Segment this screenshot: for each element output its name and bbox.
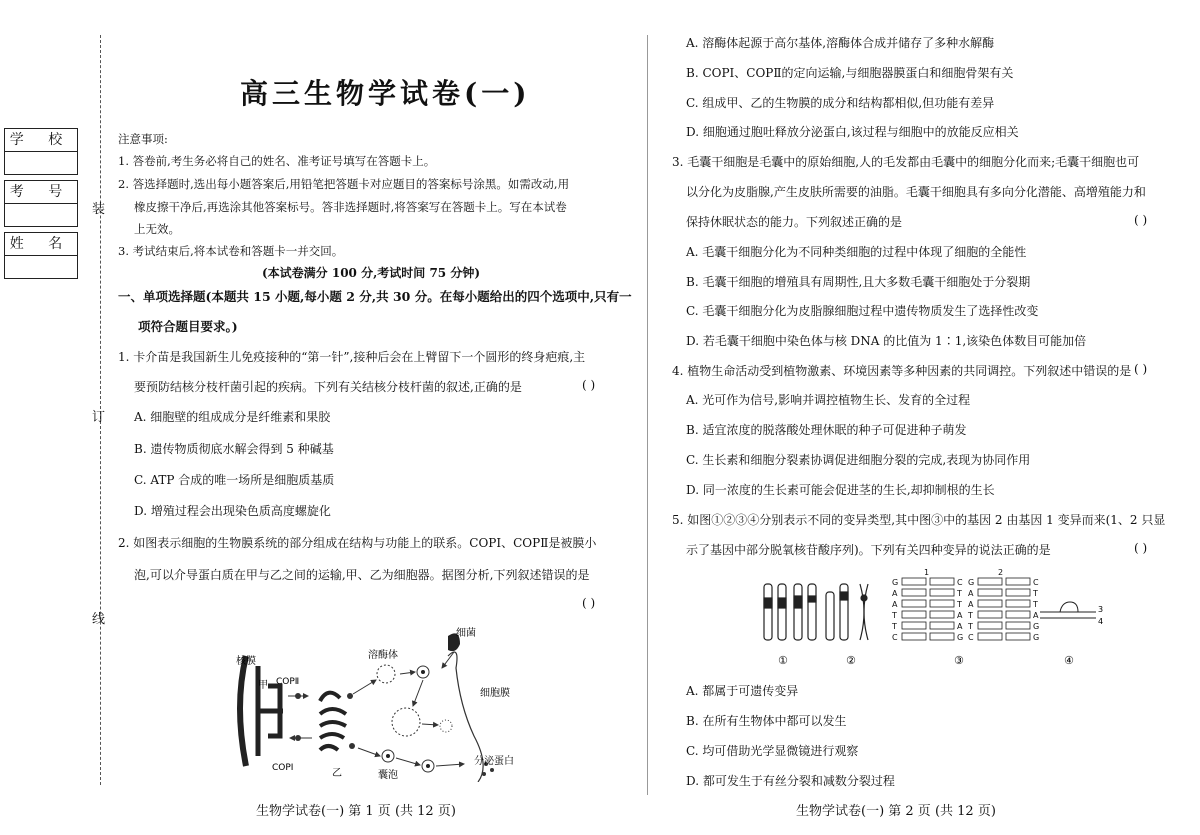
q5-option-c: C. 均可借助光学显微镜进行观察 <box>686 744 859 758</box>
gene1-left-base-0: G <box>892 578 899 587</box>
gene2-left-base-0: G <box>968 578 975 587</box>
q4-answer-paren[interactable]: ( ) <box>1134 362 1148 376</box>
score-info: (本试卷满分 100 分,考试时间 75 分钟) <box>262 266 480 280</box>
q3-stem-cont: 保持休眠状态的能力。下列叙述正确的是 <box>686 215 903 229</box>
label-jia: 甲 <box>258 680 268 691</box>
label-secretory-protein: 分泌蛋白 <box>474 756 514 767</box>
gene2-left-base-4: T <box>968 622 973 631</box>
q5-answer-paren[interactable]: ( ) <box>1134 541 1148 555</box>
gene2-right-base-0: C <box>1033 578 1039 587</box>
q1-option-c: C. ATP 合成的唯一场所是细胞质基质 <box>134 473 335 487</box>
q2-option-b: B. COPⅠ、COPⅡ的定向运输,与细胞器膜蛋白和细胞骨架有关 <box>686 66 1014 80</box>
gene2-right-base-2: T <box>1033 600 1038 609</box>
chromosome-pair-4 <box>860 584 868 640</box>
gene1-left-base-4: T <box>892 622 897 631</box>
gene2-left-base-1: A <box>968 589 974 598</box>
gene1-left-base-3: T <box>892 611 897 620</box>
gene1-left-base-5: C <box>892 633 898 642</box>
gene2-right-base-3: A <box>1033 611 1039 620</box>
gene1-left-base-2: A <box>892 600 898 609</box>
lysosome-shape <box>377 665 395 683</box>
q4-option-b: B. 适宜浓度的脱落酸处理休眠的种子可促进种子萌发 <box>686 423 967 437</box>
name-box <box>4 232 78 279</box>
notice-title: 注意事项: <box>118 132 168 146</box>
q1-stem-cont: 要预防结核分枝杆菌引起的疾病。下列有关结核分枝杆菌的叙述,正确的是 <box>134 380 522 394</box>
notice-line: 1. 答卷前,考生务必将自己的姓名、准考证号填写在答题卡上。 <box>118 154 436 168</box>
q3-option-b: B. 毛囊干细胞的增殖具有周期性,且大多数毛囊干细胞处于分裂期 <box>686 275 1031 289</box>
gene2-right-base-5: G <box>1033 633 1040 642</box>
notice-line: 上无效。 <box>134 222 180 236</box>
gene1-right-base-4: A <box>957 622 963 631</box>
q5-option-d: D. 都可发生于有丝分裂和减数分裂过程 <box>686 774 895 788</box>
gene1-right-base-2: T <box>957 600 962 609</box>
q5-option-b: B. 在所有生物体中都可以发生 <box>686 714 847 728</box>
name-label: 姓 名 <box>5 233 77 256</box>
chromosome-pair-2 <box>794 584 816 640</box>
gene2-left-base-3: T <box>968 611 973 620</box>
gene1-right-base-1: T <box>957 589 962 598</box>
q2-stem: 2. 如图表示细胞的生物膜系统的部分组成在结构与功能上的联系。COPⅠ、COPⅡ是被膜小 <box>118 536 597 550</box>
notice-line: 橡皮擦干净后,再选涂其他答案标号。答非选择题时,将答案写在答题卡上。写在本试卷 <box>134 200 567 214</box>
dna-loop-shape <box>1040 602 1096 618</box>
school-label: 学 校 <box>5 129 77 152</box>
gene2-left-base-5: C <box>968 633 974 642</box>
chromosome-pair-3 <box>826 584 848 640</box>
label-copi: COPⅠ <box>272 763 294 773</box>
q1-option-d: D. 增殖过程会出现染色质高度螺旋化 <box>134 504 331 518</box>
page-title: 高三生物学试卷(一) <box>240 77 531 110</box>
golgi-shape <box>320 693 346 750</box>
q3-option-a: A. 毛囊干细胞分化为不同种类细胞的过程中体现了细胞的全能性 <box>686 245 1027 259</box>
dna-sequence-block <box>902 578 1030 640</box>
label-cell-membrane: 细胞膜 <box>480 688 510 699</box>
notice-line: 3. 考试结束后,将本试卷和答题卡一并交回。 <box>118 244 344 258</box>
gene1-right-base-0: C <box>957 578 963 587</box>
gene2-left-base-2: A <box>968 600 974 609</box>
q2-answer-paren[interactable]: ( ) <box>582 596 596 610</box>
exam-number-label: 考 号 <box>5 181 77 204</box>
page-divider <box>647 35 648 795</box>
q3-option-d: D. 若毛囊干细胞中染色体与核 DNA 的比值为 1∶1,该染色体数目可能加倍 <box>686 334 1087 348</box>
school-field[interactable] <box>5 152 77 174</box>
chromosome-pair-1 <box>764 584 786 640</box>
page1-footer: 生物学试卷(一) 第 1 页 (共 12 页) <box>256 804 456 819</box>
q3-stem-cont: 以分化为皮脂腺,产生皮肤所需要的油脂。毛囊干细胞具有多向分化潜能、高增殖能力和 <box>686 185 1146 199</box>
q3-stem: 3. 毛囊干细胞是毛囊中的原始细胞,人的毛发都由毛囊中的细胞分化而来;毛囊干细胞也可 <box>672 155 1140 169</box>
gene-2-label: 2 <box>998 568 1004 577</box>
strand-4-label: 4 <box>1098 617 1104 626</box>
label-lysosome: 溶酶体 <box>368 650 398 661</box>
strand-3-label: 3 <box>1098 605 1104 614</box>
fig-label-3: ③ <box>954 654 964 667</box>
label-bacteria: 细菌 <box>456 628 476 639</box>
gene2-right-base-1: T <box>1033 589 1038 598</box>
q4-option-a: A. 光可作为信号,影响并调控植物生长、发育的全过程 <box>686 393 971 407</box>
label-yi: 乙 <box>332 768 342 779</box>
q2-option-d: D. 细胞通过胞吐释放分泌蛋白,该过程与细胞中的放能反应相关 <box>686 125 1019 139</box>
notice-line: 2. 答选择题时,选出每小题答案后,用铅笔把答题卡对应题目的答案标号涂黑。如需改动,用 <box>118 177 570 191</box>
label-nuclear-membrane: 核膜 <box>236 656 256 667</box>
gene2-right-base-4: G <box>1033 622 1040 631</box>
gene-1-label: 1 <box>924 568 930 577</box>
q3-answer-paren[interactable]: ( ) <box>1134 213 1148 227</box>
gene1-right-base-3: A <box>957 611 963 620</box>
fig-label-2: ② <box>846 654 856 667</box>
binding-char-zhuang: 装 <box>92 202 106 217</box>
gene1-left-base-1: A <box>892 589 898 598</box>
q5-option-a: A. 都属于可遗传变异 <box>686 684 799 698</box>
exam-number-field[interactable] <box>5 204 77 226</box>
q5-stem-cont: 示了基因中部分脱氧核苷酸序列)。下列有关四种变异的说法正确的是 <box>686 543 1051 557</box>
q4-option-d: D. 同一浓度的生长素可能会促进茎的生长,却抑制根的生长 <box>686 483 995 497</box>
q5-stem: 5. 如图①②③④分别表示不同的变异类型,其中图③中的基因 2 由基因 1 变异而来(1、2 只显 <box>672 513 1166 527</box>
label-vesicle: 囊泡 <box>378 770 398 781</box>
q2-option-c: C. 组成甲、乙的生物膜的成分和结构都相似,但功能有差异 <box>686 96 995 110</box>
q2-option-a: A. 溶酶体起源于高尔基体,溶酶体合成并储存了多种水解酶 <box>686 36 995 50</box>
q4-stem: 4. 植物生命活动受到植物激素、环境因素等多种因素的共同调控。下列叙述中错误的是 <box>672 364 1132 378</box>
label-copii: COPⅡ <box>276 677 300 687</box>
gene1-right-base-5: G <box>957 633 964 642</box>
fig-label-4: ④ <box>1064 654 1074 667</box>
nuclear-membrane-shape <box>240 656 246 766</box>
q1-option-b: B. 遗传物质彻底水解会得到 5 种碱基 <box>134 442 334 456</box>
page2-footer: 生物学试卷(一) 第 2 页 (共 12 页) <box>796 804 996 819</box>
binding-char-xian: 线 <box>92 612 106 627</box>
section-heading-cont: 项符合题目要求。) <box>138 319 238 334</box>
exam-number-box <box>4 180 78 227</box>
mutation-types-figure <box>756 568 1112 672</box>
q1-answer-paren[interactable]: ( ) <box>582 378 596 392</box>
membrane-system-figure <box>228 626 530 782</box>
q1-stem: 1. 卡介苗是我国新生儿免疫接种的“第一针”,接种后会在上臂留下一个圆形的终身疤痕,主 <box>118 350 586 364</box>
section-heading: 一、单项选择题(本题共 15 小题,每小题 2 分,共 30 分。在每小题给出的四个选项中,只有一 <box>118 289 632 304</box>
school-box <box>4 128 78 175</box>
q4-option-c: C. 生长素和细胞分裂素协调促进细胞分裂的完成,表现为协同作用 <box>686 453 1031 467</box>
q2-stem-cont: 泡,可以介导蛋白质在甲与乙之间的运输,甲、乙为细胞器。据图分析,下列叙述错误的是 <box>134 568 590 582</box>
binding-char-ding: 订 <box>92 410 106 425</box>
name-field[interactable] <box>5 256 77 278</box>
q1-option-a: A. 细胞壁的组成成分是纤维素和果胶 <box>134 410 331 424</box>
q3-option-c: C. 毛囊干细胞分化为皮脂腺细胞过程中遗传物质发生了选择性改变 <box>686 304 1039 318</box>
fig-label-1: ① <box>778 654 788 667</box>
